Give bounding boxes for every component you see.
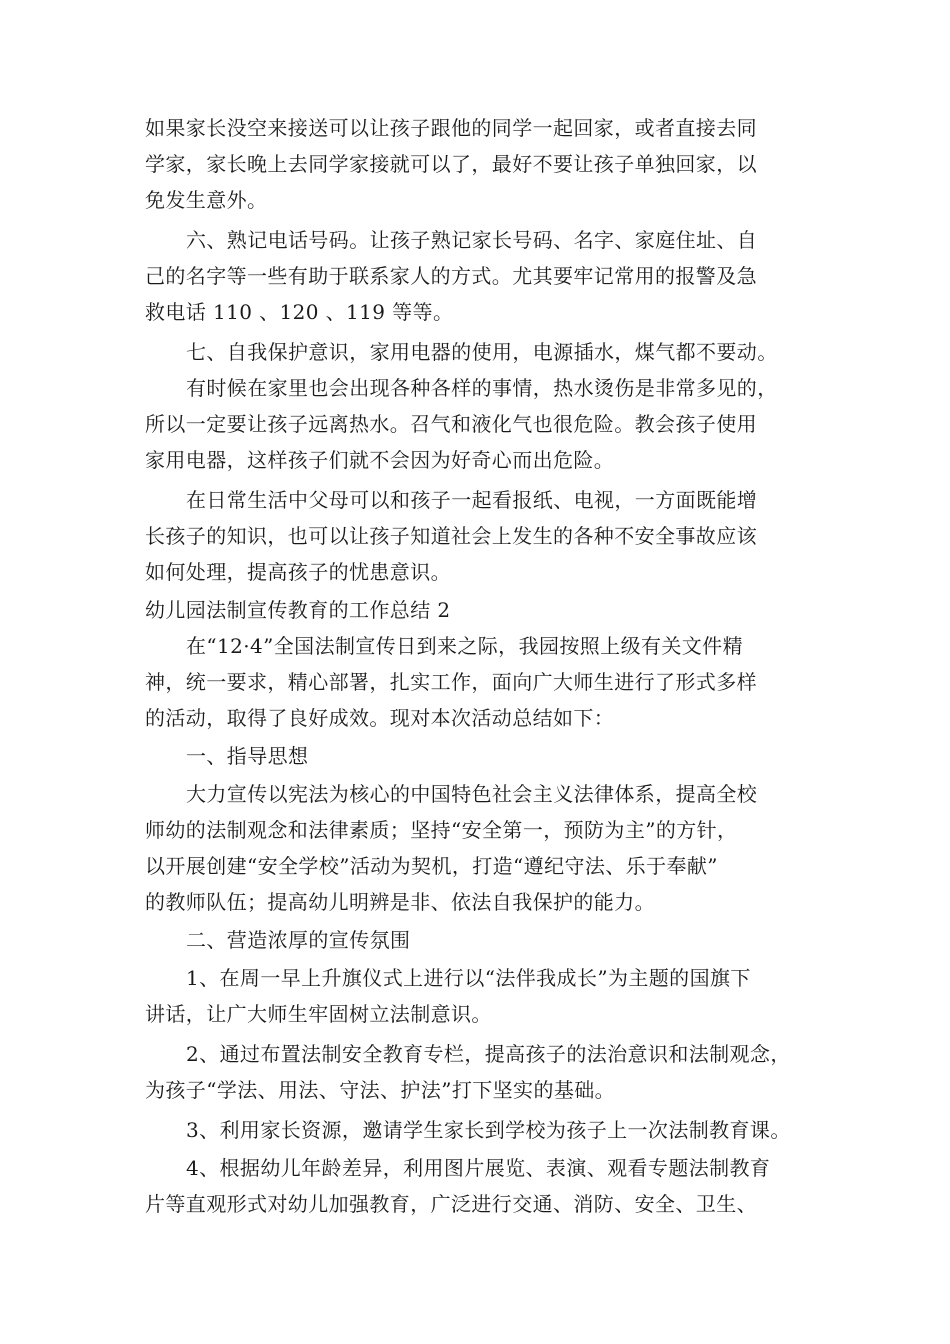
- paragraph-line: 在“12·4”全国法制宣传日到来之际，我园按照上级有关文件精: [186, 634, 743, 658]
- paragraph-line: 以开展创建“安全学校”活动为契机，打造“遵纪守法、乐于奉献”: [145, 854, 718, 878]
- paragraph-line: 4、根据幼儿年龄差异，利用图片展览、表演、观看专题法制教育: [186, 1156, 771, 1180]
- paragraph-line: 如何处理，提高孩子的忧患意识。: [145, 560, 451, 584]
- paragraph-line: 讲话，让广大师生牢固树立法制意识。: [145, 1002, 492, 1026]
- paragraph-line: 长孩子的知识，也可以让孩子知道社会上发生的各种不安全事故应该: [145, 524, 757, 548]
- paragraph-line: 在日常生活中父母可以和孩子一起看报纸、电视，一方面既能增: [186, 488, 758, 512]
- paragraph-line: 家用电器，这样孩子们就不会因为好奇心而出危险。: [145, 448, 615, 472]
- section-heading: 幼儿园法制宣传教育的工作总结 2: [145, 598, 451, 622]
- paragraph-line: 的活动，取得了良好成效。现对本次活动总结如下：: [145, 706, 615, 730]
- paragraph-line: 为孩子“学法、用法、守法、护法”打下坚实的基础。: [145, 1078, 616, 1102]
- paragraph-line: 免发生意外。: [145, 188, 268, 212]
- paragraph-line: 己的名字等一些有助于联系家人的方式。尤其要牢记常用的报警及急: [145, 264, 757, 288]
- subheading: 一、指导思想: [186, 744, 309, 768]
- paragraph-line: 大力宣传以宪法为核心的中国特色社会主义法律体系，提高全校: [186, 782, 758, 806]
- paragraph-line: 救电话 110 、120 、119 等等。: [145, 300, 454, 324]
- paragraph-line: 3、利用家长资源，邀请学生家长到学校为孩子上一次法制教育课。: [186, 1118, 791, 1142]
- paragraph-line: 七、自我保护意识，家用电器的使用，电源插水，煤气都不要动。: [186, 340, 778, 364]
- paragraph-line: 所以一定要让孩子远离热水。召气和液化气也很危险。教会孩子使用: [145, 412, 757, 436]
- paragraph-line: 片等直观形式对幼儿加强教育，广泛进行交通、消防、安全、卫生、: [145, 1192, 757, 1216]
- paragraph-line: 如果家长没空来接送可以让孩子跟他的同学一起回家，或者直接去同: [145, 116, 757, 140]
- subheading: 二、营造浓厚的宣传氛围: [186, 928, 411, 952]
- paragraph-line: 有时候在家里也会出现各种各样的事情，热水烫伤是非常多见的，: [186, 376, 778, 400]
- paragraph-line: 六、熟记电话号码。让孩子熟记家长号码、名字、家庭住址、自: [186, 228, 758, 252]
- paragraph-line: 神，统一要求，精心部署，扎实工作，面向广大师生进行了形式多样: [145, 670, 757, 694]
- paragraph-line: 2、通过布置法制安全教育专栏，提高孩子的法治意识和法制观念，: [186, 1042, 791, 1066]
- paragraph-line: 的教师队伍；提高幼儿明辨是非、依法自我保护的能力。: [145, 890, 655, 914]
- paragraph-line: 师幼的法制观念和法律素质；坚持“安全第一，预防为主”的方针，: [145, 818, 738, 842]
- paragraph-line: 学家，家长晚上去同学家接就可以了，最好不要让孩子单独回家，以: [145, 152, 757, 176]
- paragraph-line: 1、在周一早上升旗仪式上进行以“法伴我成长”为主题的国旗下: [186, 966, 751, 990]
